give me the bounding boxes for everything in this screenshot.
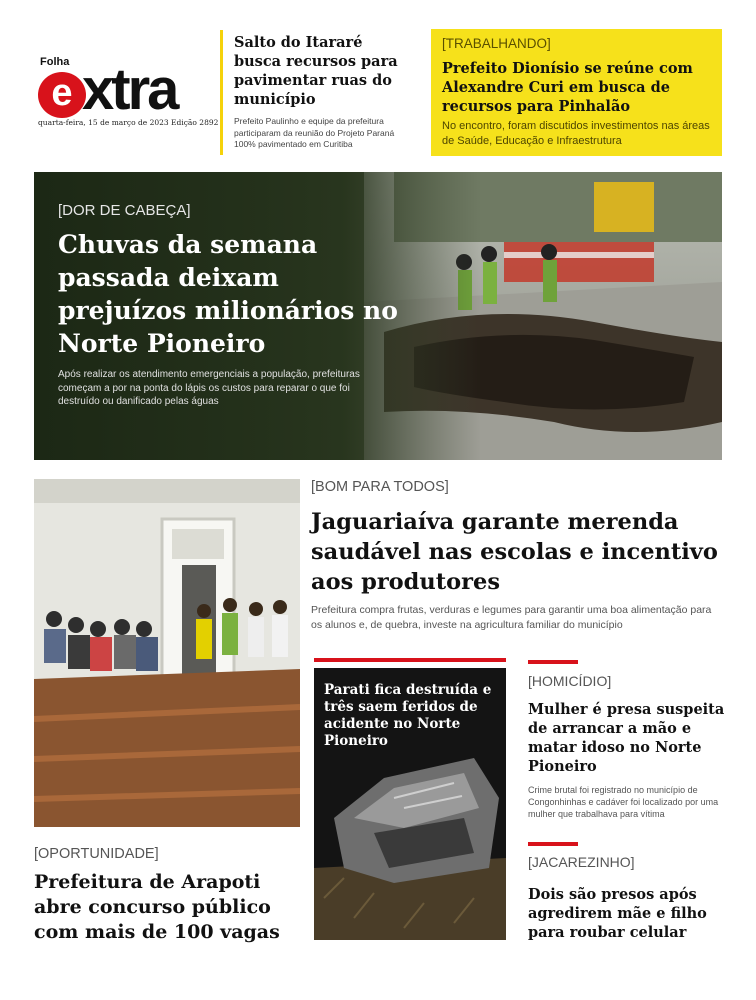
kicker-trabalhando: [TRABALHANDO]	[442, 36, 551, 51]
headline-homicidio[interactable]: Mulher é presa suspeita de arrancar a mão e matar idoso no Norte Pioneiro	[528, 701, 725, 775]
logo-folha-text: Folha	[40, 56, 70, 68]
kicker-oportunidade: [OPORTUNIDADE]	[34, 846, 159, 862]
kicker-homicidio: [HOMICÍDIO]	[528, 673, 612, 689]
headline-arapoti[interactable]: Prefeitura de Arapoti abre concurso público com mais de 100 vagas	[34, 871, 280, 943]
summary-chuvas: Após realizar os atendimento emergenciais a população, prefeituras começam a por na ponta do lápis os custos para reparar o que foi destruído ou danificado pelas águas	[58, 369, 360, 407]
meeting-room-photo-icon	[34, 479, 300, 827]
summary-pinhalao: No encontro, foram discutidos investimentos nas áreas de Saúde, Educação e Infraestrutura	[442, 120, 710, 147]
headline-salto-itarare[interactable]: Salto do Itararé busca recursos para pavimentar ruas do município	[234, 34, 398, 108]
logo-xtra-text: xtra	[82, 57, 177, 122]
highlight-box-pinhalao[interactable]	[431, 29, 722, 156]
headline-parati[interactable]: Parati fica destruída e três saem feridos de acidente no Norte Pioneiro	[324, 682, 492, 749]
hero-feature[interactable]	[34, 172, 722, 460]
summary-homicidio: Crime brutal foi registrado no município de Congonhinhas e cadáver foi localizado por uma mulher que trabalhava para vítima	[528, 785, 719, 819]
red-divider-jacarezinho	[528, 842, 578, 846]
red-divider	[314, 658, 506, 662]
red-divider-homicide	[528, 660, 578, 664]
edition-dateline: quarta-feira, 15 de março de 2023 Edição 2892	[38, 118, 219, 127]
kicker-jacarezinho: [JACAREZINHO]	[528, 854, 635, 870]
summary-salto-itarare: Prefeito Paulinho e equipe da prefeitura participaram da reunião do Projeto Paraná 100% pavimentado em Curitiba	[234, 116, 395, 149]
headline-chuvas[interactable]: Chuvas da semana passada deixam prejuízos milionários no Norte Pioneiro	[58, 230, 398, 358]
summary-jaguariaiva: Prefeitura compra frutas, verduras e legumes para garantir uma boa alimentação para os alunos e, de quebra, investe na agricultura familiar do município	[311, 604, 712, 631]
headline-pinhalao[interactable]: Prefeito Dionísio se reúne com Alexandre Curi em busca de recursos para Pinhalão	[442, 60, 693, 115]
yellow-divider	[220, 30, 223, 155]
headline-jacarezinho[interactable]: Dois são presos após agredirem mãe e filho para roubar celular	[528, 886, 707, 941]
headline-jaguariaiva[interactable]: Jaguariaíva garante merenda saudável nas escolas e incentivo aos produtores	[311, 509, 718, 595]
kicker-bom-para-todos: [BOM PARA TODOS]	[311, 479, 449, 495]
car-crash-story[interactable]	[314, 668, 506, 940]
newspaper-logo[interactable]	[38, 56, 219, 127]
merenda-photo[interactable]	[34, 479, 300, 827]
kicker-dor-de-cabeca: [DOR DE CABEÇA]	[58, 202, 191, 219]
logo-e-circle: e	[38, 72, 86, 118]
